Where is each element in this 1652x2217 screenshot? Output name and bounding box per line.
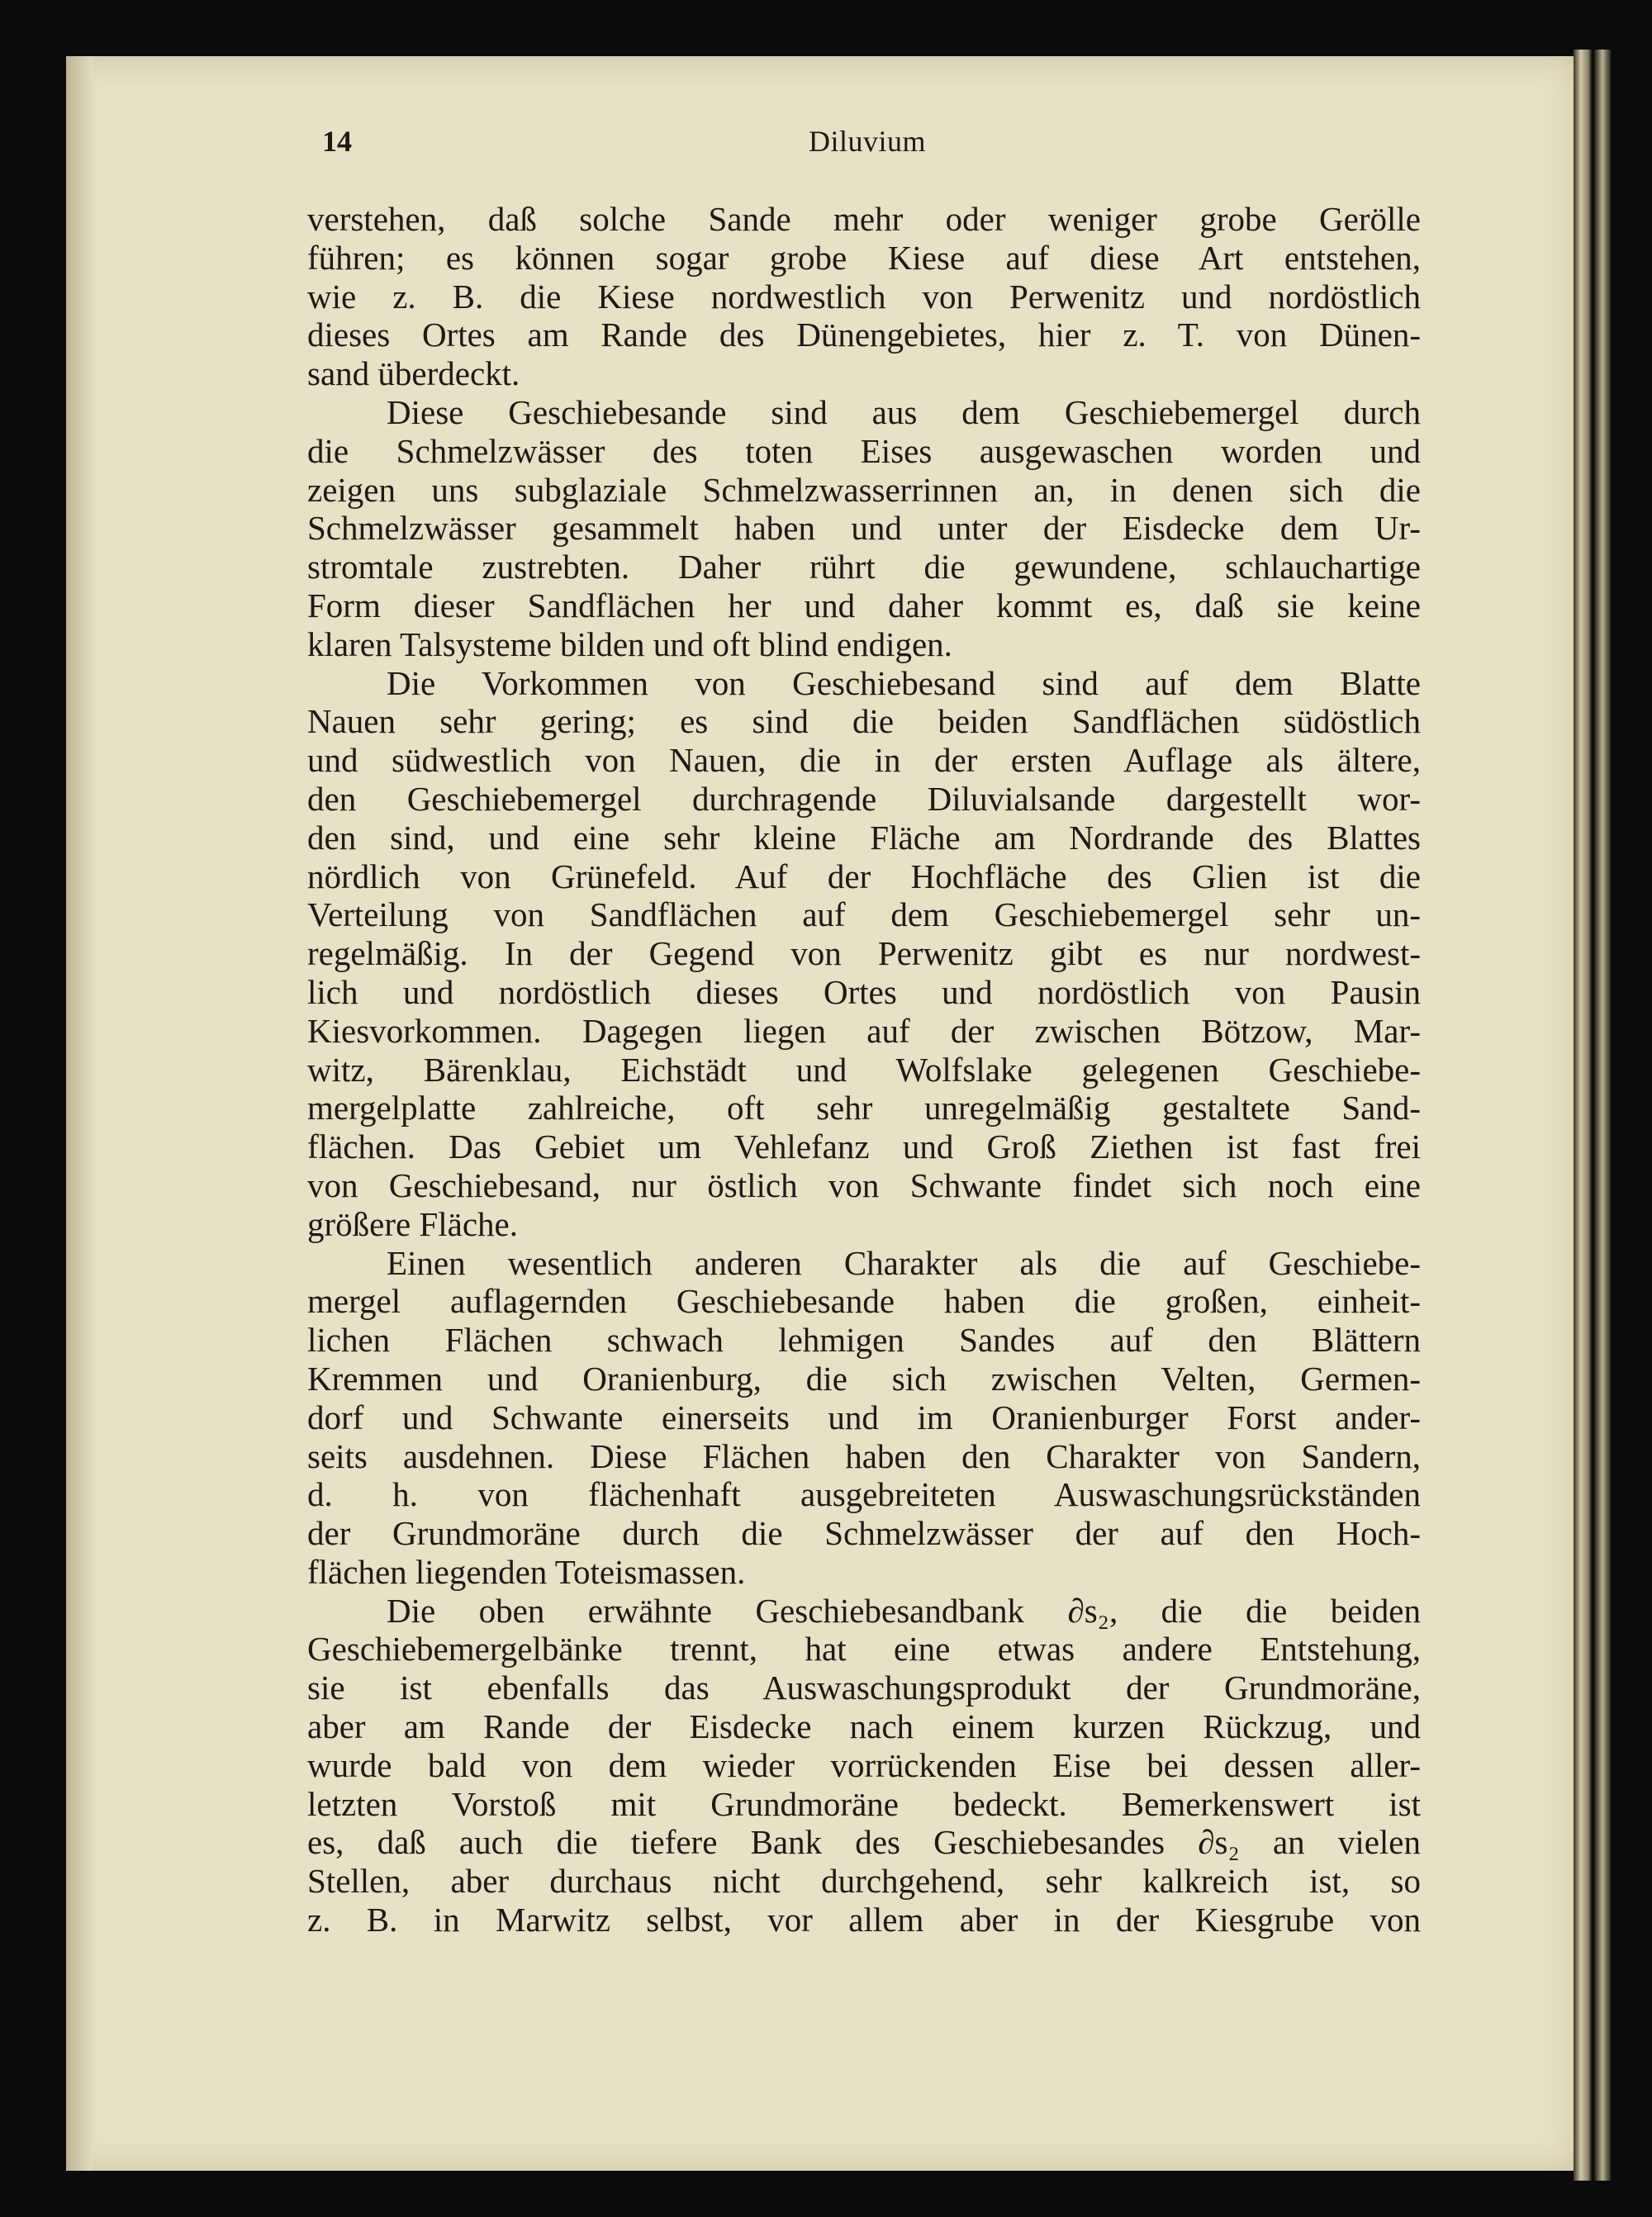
text-line: Schmelzwässer gesammelt haben und unter der Eisdecke dem Ur- bbox=[307, 509, 1421, 548]
text-line: z. B. in Marwitz selbst, vor allem aber in der Kiesgrube von bbox=[307, 1901, 1421, 1939]
text-line: wie z. B. die Kiese nordwestlich von Perwenitz und nordöstlich bbox=[307, 277, 1421, 316]
binding-shadow bbox=[66, 56, 93, 2171]
text-line: mergel auflagernden Geschiebesande haben die großen, einheit- bbox=[307, 1282, 1421, 1321]
page-edge-outer bbox=[1594, 50, 1611, 2181]
text-line: stromtale zustrebten. Daher rührt die gewundene, schlauchartige bbox=[307, 548, 1421, 586]
page-number: 14 bbox=[322, 125, 352, 158]
text-line: flächen liegenden Toteismassen. bbox=[307, 1552, 746, 1591]
text-line: witz, Bärenklau, Eichstädt und Wolfslake gelegenen Geschiebe- bbox=[307, 1050, 1421, 1089]
text-line: Stellen, aber durchaus nicht durchgehend, sehr kalkreich ist, so bbox=[307, 1862, 1421, 1901]
text-line: die Schmelzwässer des toten Eises ausgewaschen worden und bbox=[307, 431, 1421, 470]
text-line: Geschiebemergelbänke trennt, hat eine etwas andere Entstehung, bbox=[307, 1630, 1421, 1669]
text-line: aber am Rande der Eisdecke nach einem kurzen Rückzug, und bbox=[307, 1707, 1421, 1746]
text-line: Diese Geschiebesande sind aus dem Geschiebemergel durch bbox=[387, 392, 1421, 431]
section-title: Diluvium bbox=[808, 125, 926, 158]
text-line: Kremmen und Oranienburg, die sich zwischen Velten, Germen- bbox=[307, 1359, 1421, 1398]
text-line: es, daß auch die tiefere Bank des Geschiebesandes ∂s₂ an vielen bbox=[307, 1823, 1421, 1862]
text-line: der Grundmoräne durch die Schmelzwässer der auf den Hoch- bbox=[307, 1514, 1421, 1553]
text-line: nördlich von Grünefeld. Auf der Hochfläche des Glien ist die bbox=[307, 857, 1421, 895]
text-line: d. h. von flächenhaft ausgebreiteten Auswaschungsrückständen bbox=[307, 1475, 1421, 1514]
text-line: lich und nordöstlich dieses Ortes und nordöstlich von Pausin bbox=[307, 972, 1421, 1011]
text-line: größere Fläche. bbox=[307, 1204, 518, 1243]
body-text bbox=[307, 200, 1421, 1939]
text-line: verstehen, daß solche Sande mehr oder weniger grobe Gerölle bbox=[307, 200, 1421, 238]
text-line: den Geschiebemergel durchragende Diluvialsande dargestellt wor- bbox=[307, 779, 1421, 818]
text-line: seits ausdehnen. Diese Flächen haben den Charakter von Sandern, bbox=[307, 1436, 1421, 1475]
text-line: zeigen uns subglaziale Schmelzwasserrinnen an, in denen sich die bbox=[307, 470, 1421, 509]
text-line: und südwestlich von Nauen, die in der ersten Auflage als ältere, bbox=[307, 741, 1421, 780]
text-line: den sind, und eine sehr kleine Fläche am Nordrande des Blattes bbox=[307, 818, 1421, 857]
text-line: Nauen sehr gering; es sind die beiden Sandflächen südöstlich bbox=[307, 702, 1421, 741]
text-line: mergelplatte zahlreiche, oft sehr unregelmäßig gestaltete Sand- bbox=[307, 1089, 1421, 1127]
text-line: Einen wesentlich anderen Charakter als die auf Geschiebe- bbox=[387, 1243, 1421, 1282]
text-line: dieses Ortes am Rande des Dünengebietes, hier z. T. von Dünen- bbox=[307, 316, 1421, 354]
text-line: dorf und Schwante einerseits und im Oranienburger Forst ander- bbox=[307, 1398, 1421, 1436]
text-line: sie ist ebenfalls das Auswaschungsprodukt der Grundmoräne, bbox=[307, 1669, 1421, 1707]
text-line: regelmäßig. In der Gegend von Perwenitz gibt es nur nordwest- bbox=[307, 934, 1421, 973]
text-line: von Geschiebesand, nur östlich von Schwante findet sich noch eine bbox=[307, 1165, 1421, 1204]
running-head bbox=[322, 124, 1412, 165]
text-line: führen; es können sogar grobe Kiese auf diese Art entstehen, bbox=[307, 238, 1421, 277]
text-line: sand überdeckt. bbox=[307, 354, 520, 393]
text-line: wurde bald von dem wieder vorrückenden Eise bei dessen aller- bbox=[307, 1745, 1421, 1784]
text-line: klaren Talsysteme bilden und oft blind endigen. bbox=[307, 624, 952, 663]
text-line: flächen. Das Gebiet um Vehlefanz und Groß Ziethen ist fast frei bbox=[307, 1127, 1421, 1166]
text-line: Verteilung von Sandflächen auf dem Geschiebemergel sehr un- bbox=[307, 895, 1421, 934]
text-line: Kiesvorkommen. Dagegen liegen auf der zwischen Bötzow, Mar- bbox=[307, 1011, 1421, 1050]
text-line: lichen Flächen schwach lehmigen Sandes auf den Blättern bbox=[307, 1321, 1421, 1360]
page-edge bbox=[1574, 50, 1592, 2181]
text-line: Die oben erwähnte Geschiebesandbank ∂s₂, die die beiden bbox=[387, 1591, 1421, 1630]
text-line: Die Vorkommen von Geschiebesand sind auf dem Blatte bbox=[387, 663, 1421, 702]
text-line: letzten Vorstoß mit Grundmoräne bedeckt. Bemerkenswert ist bbox=[307, 1784, 1421, 1823]
text-line: Form dieser Sandflächen her und daher kommt es, daß sie keine bbox=[307, 586, 1421, 624]
